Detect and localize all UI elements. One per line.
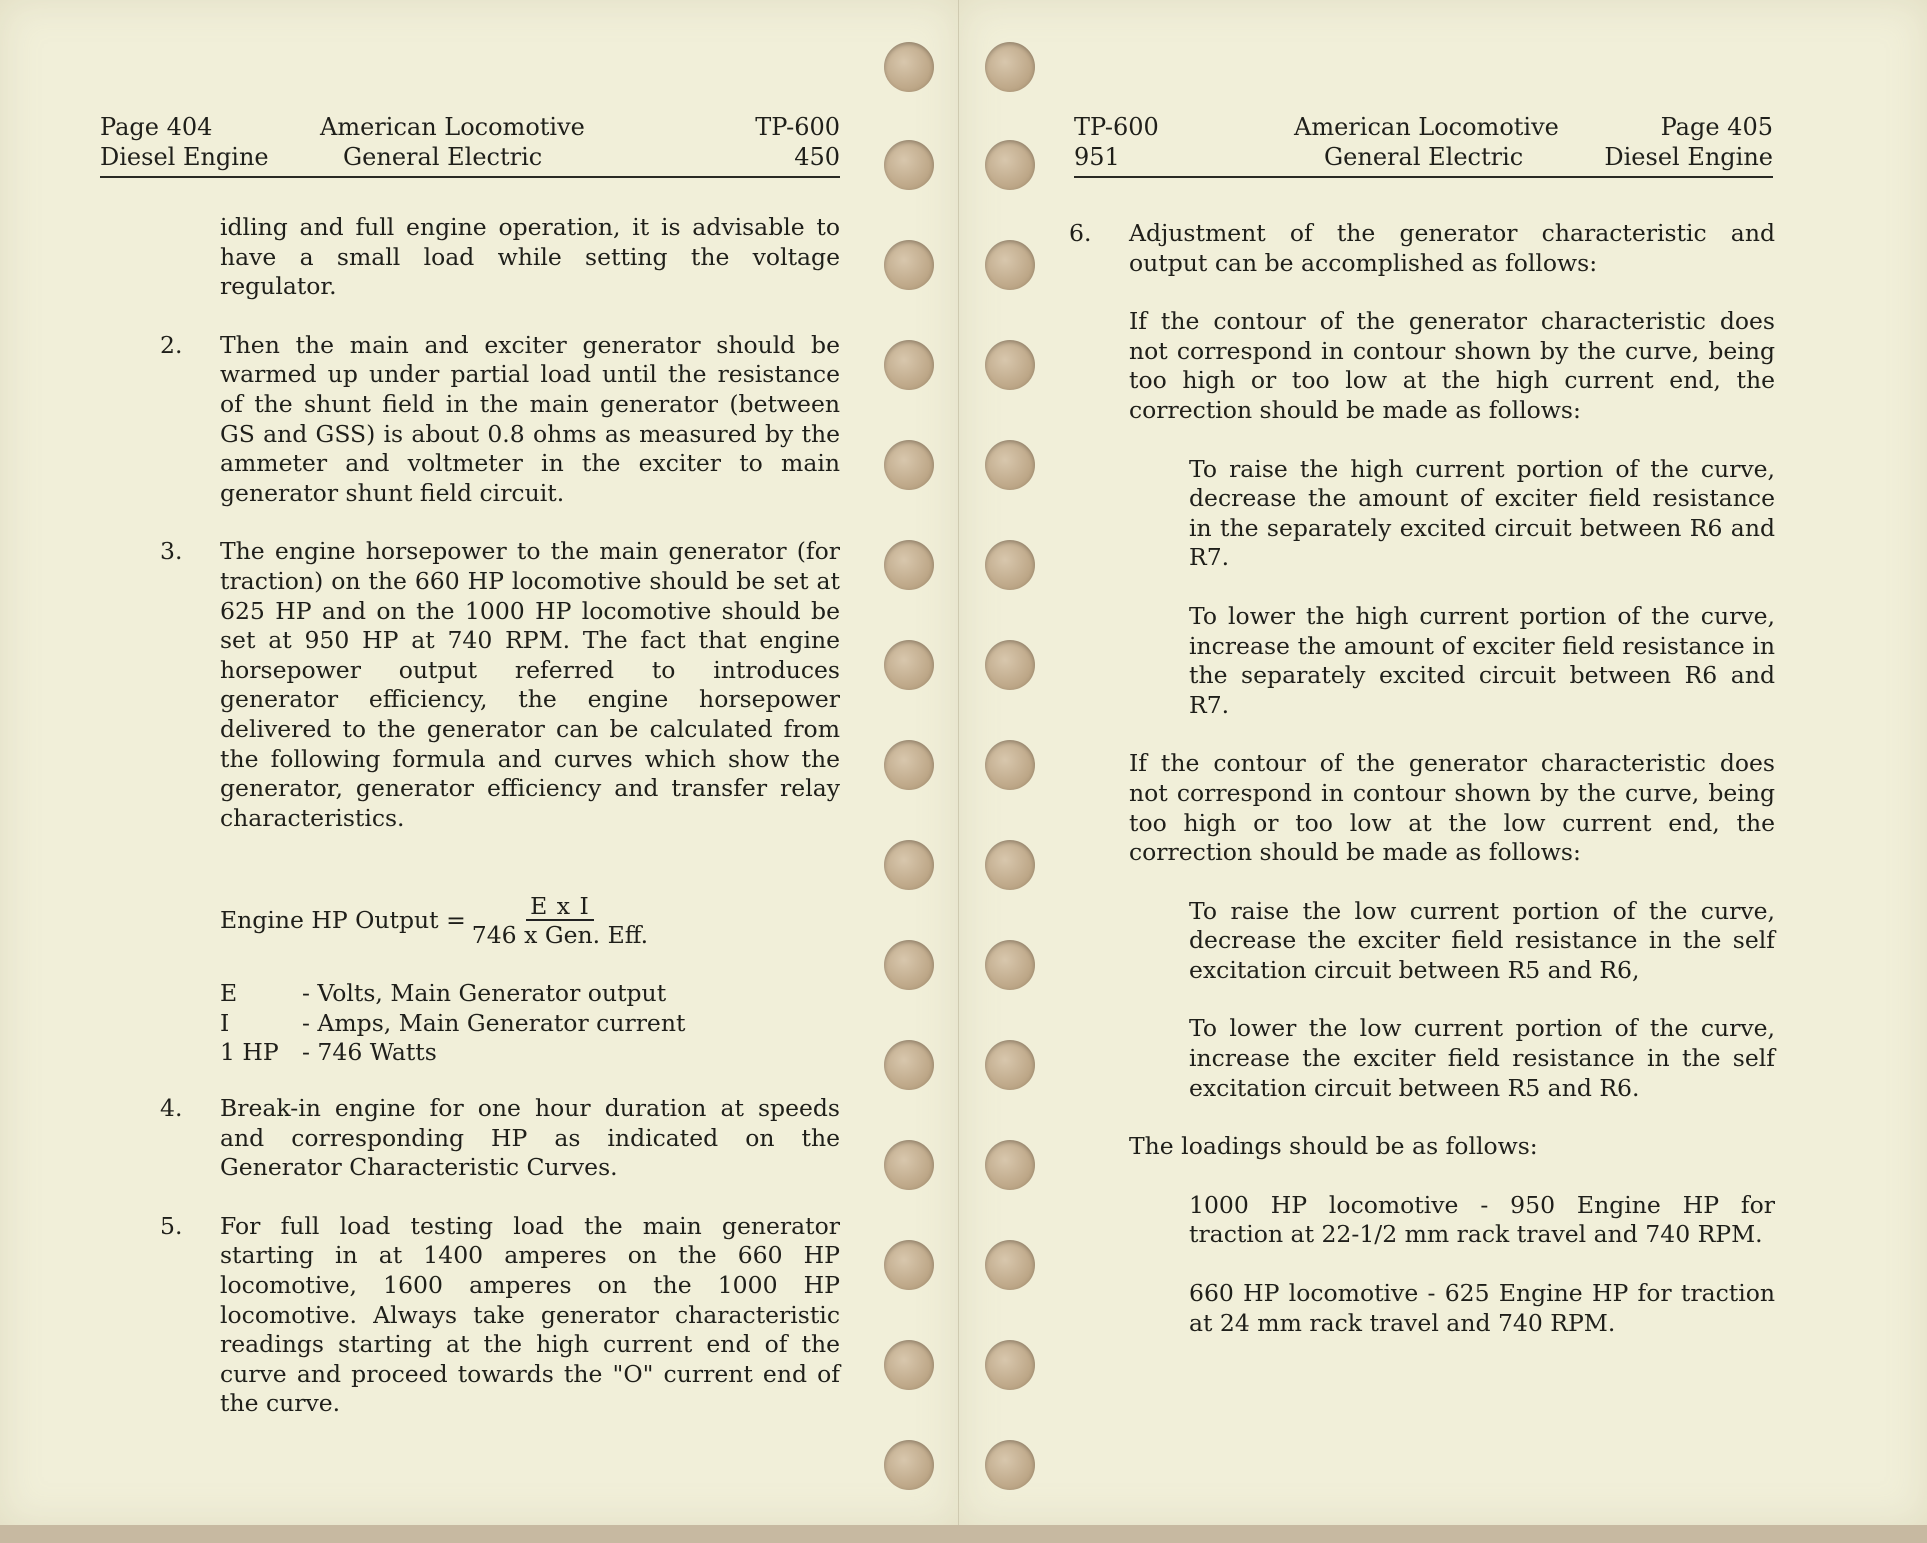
header-model: TP-600 — [755, 113, 840, 141]
loading-1000hp: 1000 HP locomotive - 950 Engine HP for traction at 22-1/2 mm rack travel and 740 RPM. — [1189, 1190, 1775, 1249]
definition-row — [220, 1009, 840, 1039]
binder-hole — [884, 1240, 934, 1290]
binder-hole — [985, 440, 1035, 490]
item-text: Then the main and exciter generator should be warmed up under partial load until the resistance of the shunt field in the main generator (between GS and GSS) is about 0.8 ohms as measured by the ammeter and voltmeter in the exciter to main generator shunt field circuit. — [220, 330, 840, 507]
binder-hole — [985, 540, 1035, 590]
right-page — [958, 0, 1927, 1525]
item-number: 5. — [160, 1211, 183, 1240]
lower-low-paragraph: To lower the low current portion of the curve, increase the exciter field resistance in the self excitation circuit between R5 and R6. — [1189, 1014, 1775, 1102]
formula-denominator: 746 x Gen. Eff. — [471, 921, 649, 950]
definition-key: E — [220, 979, 238, 1008]
binder-hole — [985, 1440, 1035, 1490]
definition-row — [220, 1038, 840, 1068]
header-title: American Locomotive — [320, 113, 585, 141]
binder-hole — [985, 240, 1035, 290]
header-title: American Locomotive — [1294, 113, 1559, 141]
definition-row — [220, 979, 840, 1009]
binder-hole — [884, 840, 934, 890]
binder-hole — [884, 1340, 934, 1390]
header-number: 450 — [794, 143, 840, 171]
header-number: 951 — [1074, 143, 1120, 171]
binder-hole — [884, 1040, 934, 1090]
item-number: 6. — [1069, 219, 1092, 247]
loadings-intro: The loadings should be as follows: — [1129, 1132, 1538, 1161]
header-subtitle: General Electric — [1324, 143, 1524, 171]
binder-hole — [884, 1440, 934, 1490]
item-text: Adjustment of the generator characteristic and output can be accomplished as follows: — [1129, 219, 1775, 277]
header-section: Diesel Engine — [1604, 143, 1773, 171]
header-section: Diesel Engine — [100, 143, 269, 171]
binder-hole — [985, 640, 1035, 690]
left-page-header — [100, 112, 840, 178]
page-number: Page 404 — [100, 113, 213, 141]
item-text: For full load testing load the main generator starting in at 1400 amperes on the 660 HP locomotive, 1600 amperes on the 1000 HP locomotive. Always take generator characteristic readings starting at the high current end of the curve and proceed towards the "O" current end of the curve. — [220, 1211, 840, 1418]
formula-label: Engine HP Output = — [220, 906, 466, 935]
definition-value: - 746 Watts — [302, 1038, 437, 1067]
binder-hole — [985, 740, 1035, 790]
loading-660hp: 660 HP locomotive - 625 Engine HP for traction at 24 mm rack travel and 740 RPM. — [1189, 1279, 1775, 1337]
binder-hole — [884, 540, 934, 590]
binder-hole — [884, 140, 934, 190]
item-number: 4. — [160, 1094, 183, 1123]
item-number: 2. — [160, 330, 183, 359]
binder-hole — [985, 940, 1035, 990]
low-current-paragraph: If the contour of the generator characteristic does not correspond in contour shown by the curve, being too high or too low at the low current end, the correction should be made as follows: — [1129, 749, 1775, 867]
binder-hole — [884, 42, 934, 92]
list-item — [160, 331, 840, 509]
binder-hole — [985, 340, 1035, 390]
definition-key: I — [220, 1008, 230, 1037]
definition-value: - Amps, Main Generator current — [302, 1008, 686, 1037]
high-current-paragraph: If the contour of the generator characteristic does not correspond in contour shown by the curve, being too high or too low at the high current end, the correction should be made as follows: — [1129, 307, 1775, 424]
binder-hole — [985, 42, 1035, 92]
formula-definitions — [160, 979, 840, 1068]
list-item — [160, 537, 840, 833]
binder-hole — [985, 1240, 1035, 1290]
raise-low-paragraph: To raise the low current portion of the curve, decrease the exciter field resistance in the self excitation circuit between R5 and R6, — [1189, 896, 1775, 984]
item-text: The engine horsepower to the main generator (for traction) on the 660 HP locomotive should be set at 625 HP and on the 1000 HP locomotive should be set at 950 HP at 740 RPM. The fact that engine horsepower output referred to introduces generator efficiency, the engine horsepower delivered to the generator can be calculated from the following formula and curves which show the generator, generator efficiency and transfer relay characteristics. — [220, 537, 840, 832]
binder-hole — [884, 1140, 934, 1190]
formula-fraction — [472, 893, 648, 949]
header-model: TP-600 — [1074, 113, 1159, 141]
header-subtitle: General Electric — [343, 143, 543, 171]
item-number: 3. — [160, 537, 183, 566]
right-page-header — [1074, 112, 1773, 178]
item-text: Break-in engine for one hour duration at speeds and corresponding HP as indicated on the Generator Characteristic Curves. — [220, 1094, 840, 1182]
list-item — [1069, 219, 1775, 278]
binder-hole — [985, 840, 1035, 890]
list-item — [160, 1094, 840, 1183]
binder-hole — [884, 740, 934, 790]
right-page-content — [1069, 219, 1775, 1367]
binder-hole — [985, 1340, 1035, 1390]
binder-hole — [884, 940, 934, 990]
binder-hole — [884, 640, 934, 690]
binder-hole — [985, 140, 1035, 190]
formula-numerator: E x I — [526, 893, 594, 921]
left-page-content — [160, 213, 840, 1448]
hp-formula — [160, 893, 840, 949]
list-item — [160, 1212, 840, 1419]
binder-hole — [884, 340, 934, 390]
binder-hole — [884, 240, 934, 290]
definition-value: - Volts, Main Generator output — [302, 979, 667, 1008]
definition-key: 1 HP — [220, 1038, 279, 1067]
intro-paragraph: idling and full engine operation, it is advisable to have a small load while setting the voltage regulator. — [220, 213, 840, 301]
lower-high-paragraph: To lower the high current portion of the curve, increase the amount of exciter field resistance in the separately excited circuit between R6 and R7. — [1189, 601, 1775, 719]
binder-hole — [985, 1140, 1035, 1190]
left-page — [0, 0, 958, 1525]
binder-hole — [985, 1040, 1035, 1090]
raise-high-paragraph: To raise the high current portion of the curve, decrease the amount of exciter field resistance in the separately excited circuit between R6 and R7. — [1189, 454, 1775, 572]
binder-hole — [884, 440, 934, 490]
page-number: Page 405 — [1660, 113, 1773, 141]
